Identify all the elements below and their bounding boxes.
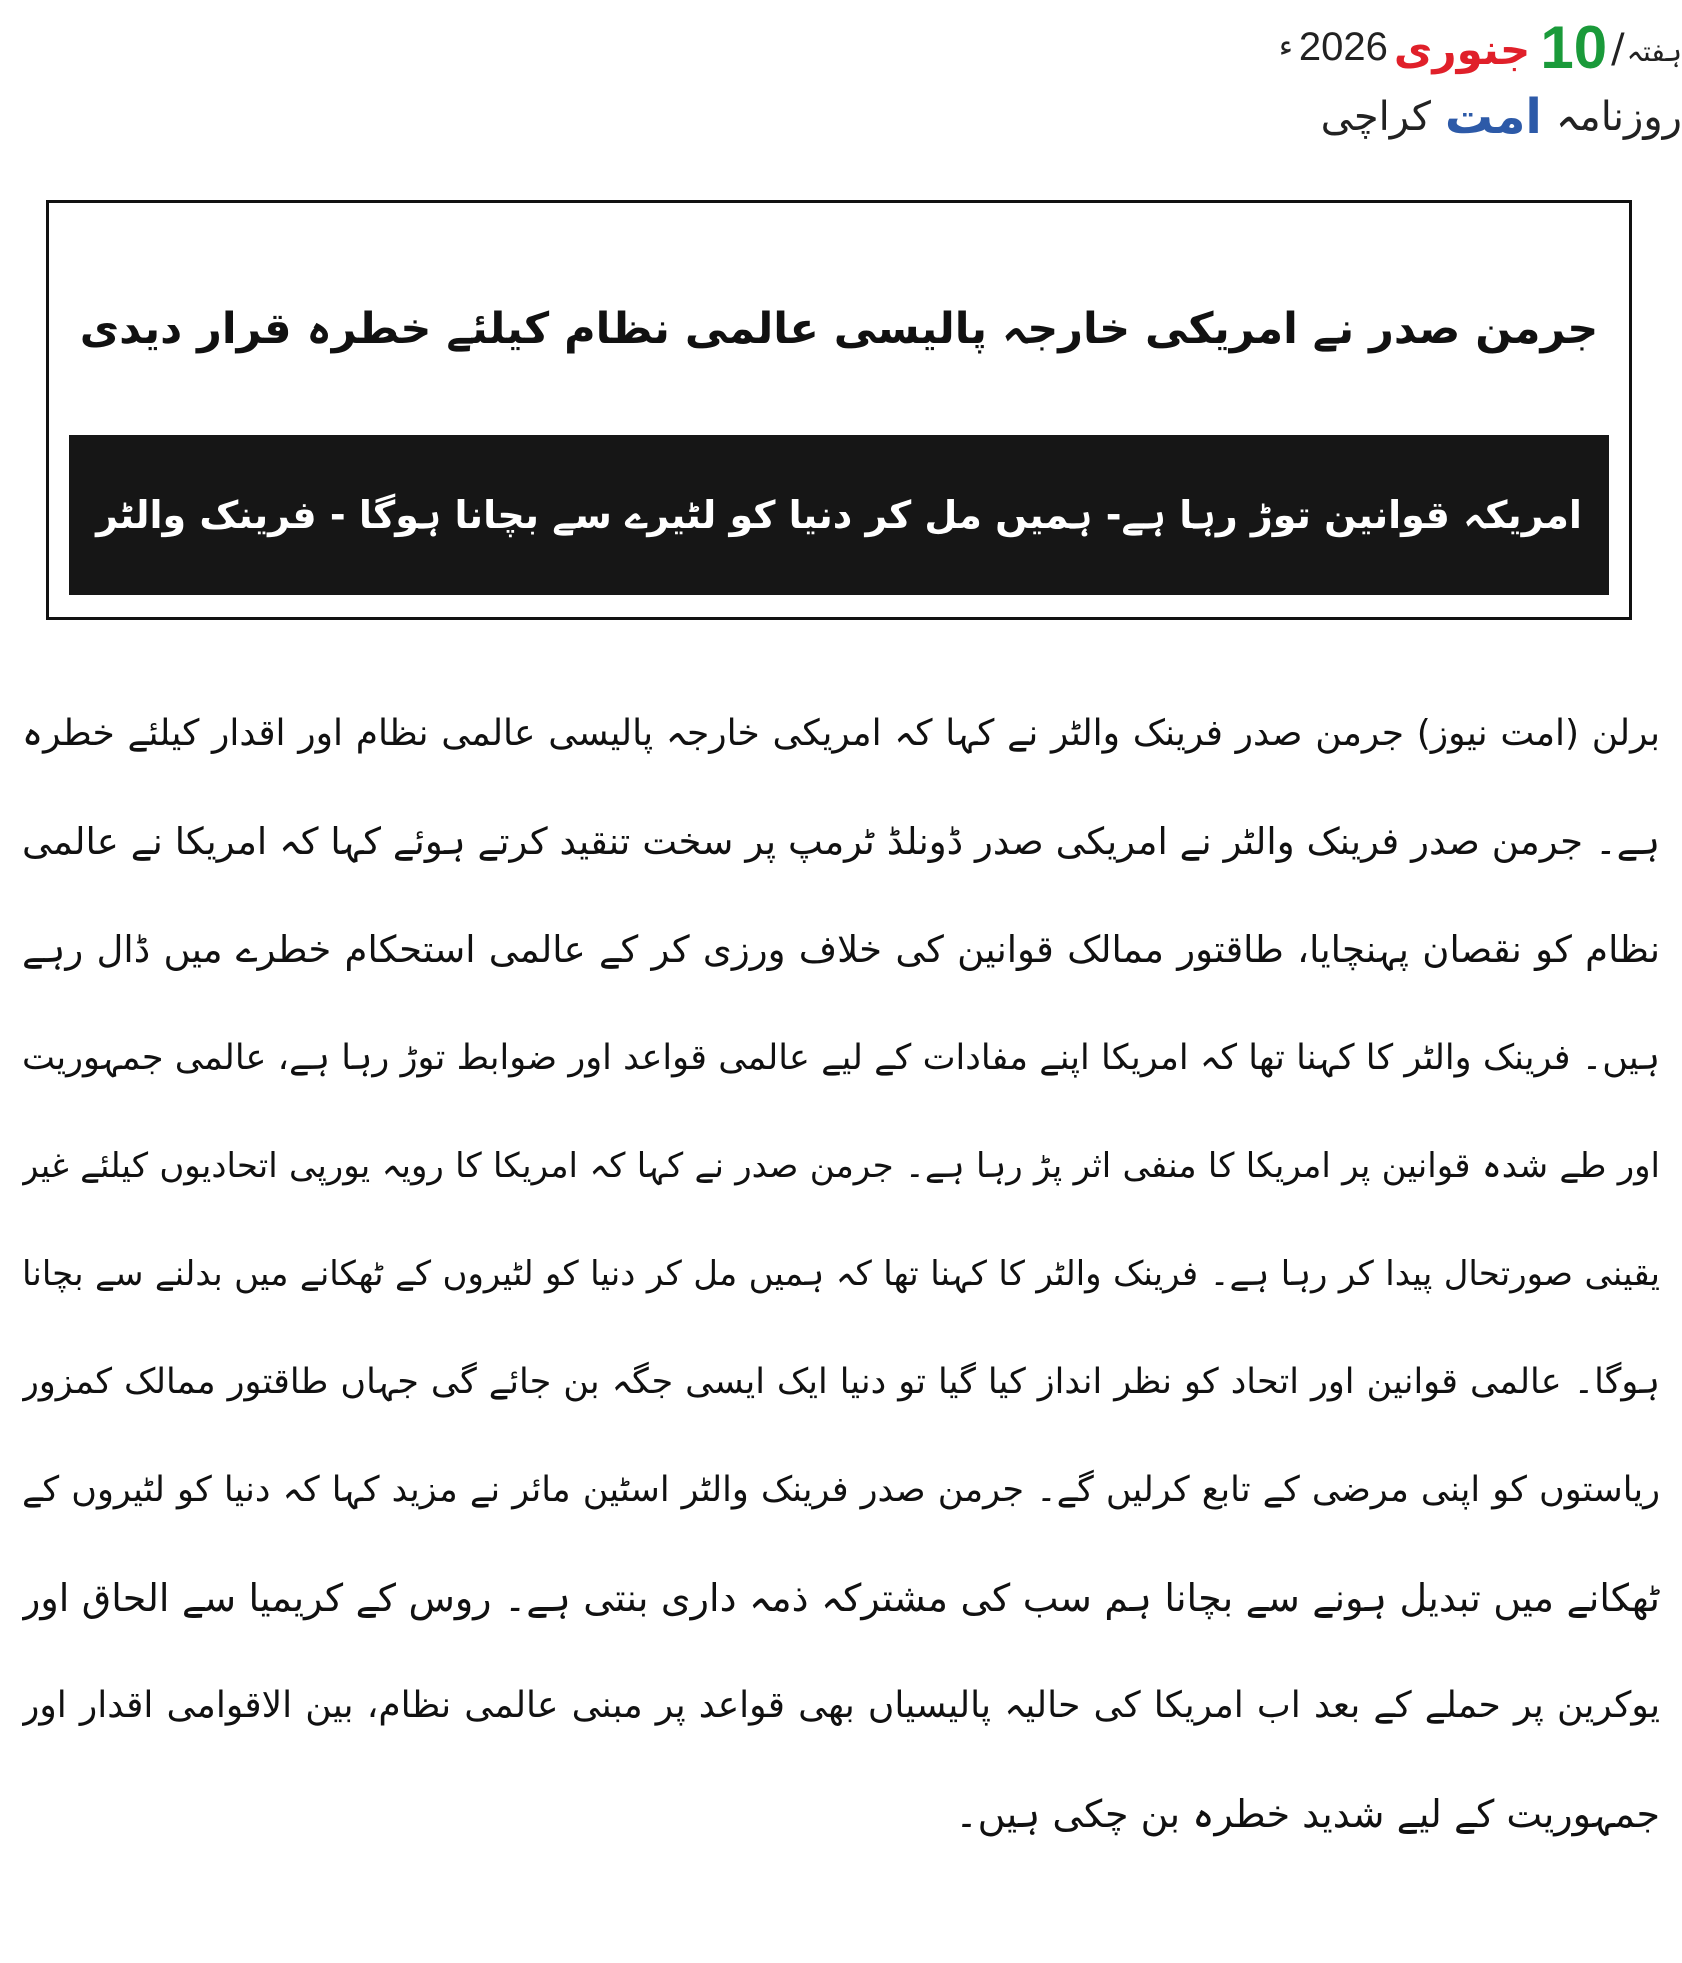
subheadline: امریکہ قوانین توڑ رہا ہے- ہمیں مل کر دنیا کو لٹیرے سے بچانا ہوگا - فرینک والٹر	[96, 493, 1582, 537]
date-month: جنوری	[1393, 25, 1531, 74]
headline: جرمن صدر نے امریکی خارجہ پالیسی عالمی نظام کیلئے خطرہ قرار دیدی	[79, 304, 1599, 354]
body-line: اور طے شدہ قوانین پر امریکا کا منفی اثر پڑ رہا ہے۔ جرمن صدر نے کہا کہ امریکا کا رویہ یورپی اتحادیوں کیلئے غیر	[22, 1146, 1660, 1186]
subheadline-bar	[69, 435, 1609, 595]
body-line: برلن (امت نیوز) جرمن صدر فرینک والٹر نے کہا کہ امریکی خارجہ پالیسی عالمی نظام اور اقدار کیلئے خطرہ	[22, 713, 1660, 754]
body-line: نظام کو نقصان پہنچایا، طاقتور ممالک قوانین کی خلاف ورزی کر کے عالمی استحکام خطرے میں ڈال رہے	[22, 928, 1660, 971]
newspaper-name	[1222, 82, 1682, 152]
weekday: ہفتہ	[1626, 35, 1682, 68]
dateline	[1222, 10, 1682, 82]
date-year: 2026	[1298, 25, 1388, 69]
body-line: ریاستوں کو اپنی مرضی کے تابع کرلیں گے۔ جرمن صدر فرینک والٹر اسٹین مائر نے مزید کہا کہ دنیا کو لٹیروں کے	[22, 1470, 1660, 1510]
body-line: یوکرین پر حملے کے بعد اب امریکا کی حالیہ پالیسیاں بھی قواعد پر مبنی عالمی نظام، بین الاقوامی اقدار اور	[22, 1685, 1660, 1726]
body-line: ہیں۔ فرینک والٹر کا کہنا تھا کہ امریکا اپنے مفادات کے لیے عالمی قواعد اور ضوابط توڑ رہا ہے، عالمی جمہوریت	[22, 1038, 1660, 1078]
paper-title: امت	[1444, 89, 1542, 145]
body-line: جمہوریت کے لیے شدید خطرہ بن چکی ہیں۔	[955, 1792, 1660, 1836]
body-line: ہوگا۔ عالمی قوانین اور اتحاد کو نظر انداز کیا گیا تو دنیا ایک ایسی جگہ بن جائے گی جہاں طاقتور ممالک کمزور	[22, 1362, 1660, 1402]
date-day: 10	[1540, 14, 1608, 81]
date-era: ء	[1278, 29, 1293, 64]
headline-box	[46, 200, 1632, 620]
masthead	[1222, 10, 1682, 152]
paper-prefix: روزنامہ	[1555, 94, 1682, 140]
date-separator: /	[1611, 26, 1625, 72]
body-line: ہے۔ جرمن صدر فرینک والٹر نے امریکی صدر ڈونلڈ ٹرمپ پر سخت تنقید کرتے ہوئے کہا کہ امریکا نے عالمی	[22, 820, 1660, 863]
paper-city: کراچی	[1320, 94, 1431, 140]
body-line: یقینی صورتحال پیدا کر رہا ہے۔ فرینک والٹر کا کہنا تھا کہ ہمیں مل کر دنیا کو لٹیروں کے ٹھکانے میں بدلنے سے بچانا	[22, 1254, 1660, 1294]
article-body	[22, 680, 1660, 1868]
body-line: ٹھکانے میں تبدیل ہونے سے بچانا ہم سب کی مشترکہ ذمہ داری بنتی ہے۔ روس کے کریمیا سے الحاق اور	[22, 1576, 1660, 1620]
